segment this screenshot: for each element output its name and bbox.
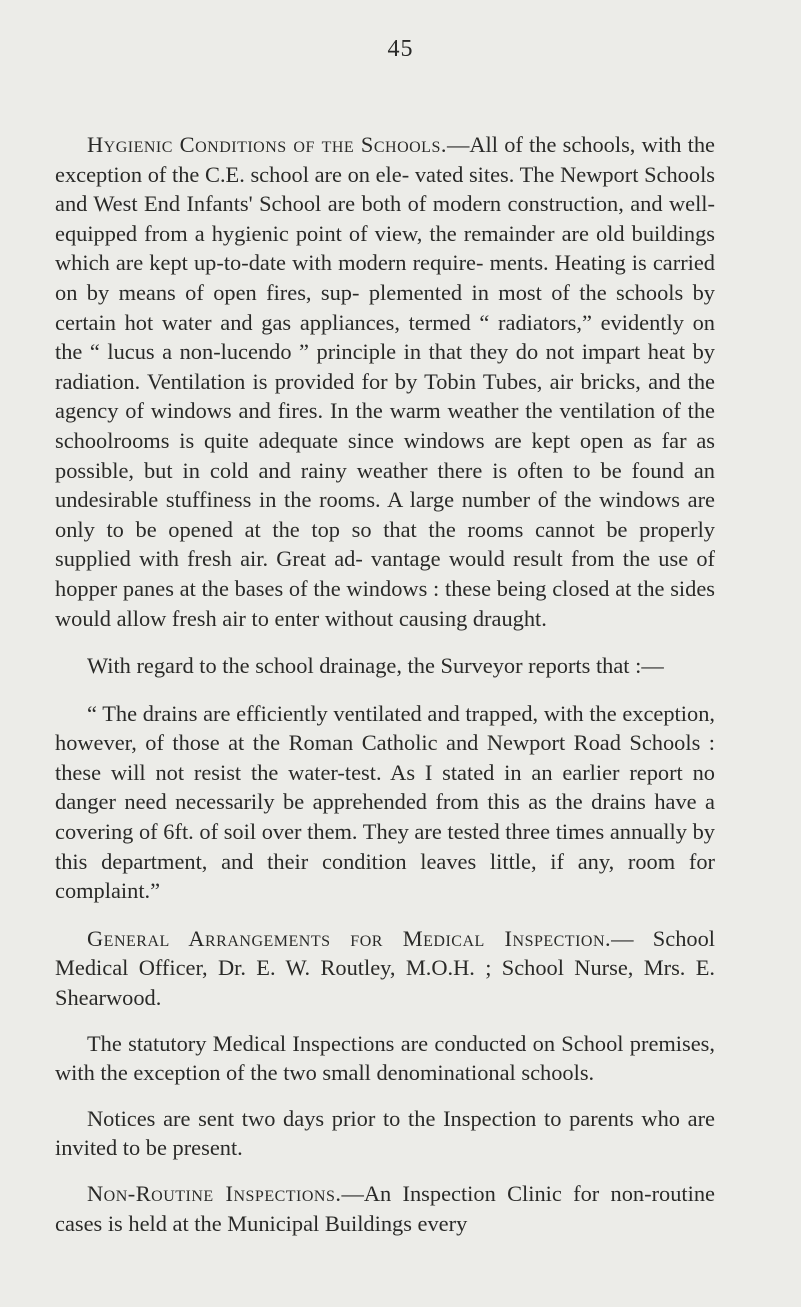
body-text bbox=[55, 130, 715, 1256]
paragraph-text: “ The drains are efficiently ventilated and trapped, with the exception, however, of those at the Roman Catholic and Newport Road Schools : these will not resist the water-test. As I stated in an earlier report no danger need necessarily be apprehended from this as the drains have a covering of 6ft. of soil over them. They are tested three times annually by this department, and their condition leaves little, if any, room for complaint.” bbox=[55, 700, 715, 904]
section-heading-hygienic-conditions: Hygienic Conditions of the Schools. bbox=[87, 132, 447, 157]
paragraph-general-arrangements bbox=[55, 924, 715, 1013]
paragraph-non-routine bbox=[55, 1179, 715, 1238]
paragraph-text: Notices are sent two days prior to the Inspection to parents who are invited to be present. bbox=[55, 1105, 715, 1161]
paragraph-text: The statutory Medical Inspections are conducted on School premises, with the exception of the two small denominational schools. bbox=[55, 1030, 715, 1086]
paragraph-text: With regard to the school drainage, the Surveyor reports that :— bbox=[87, 653, 664, 679]
paragraph-hygienic-conditions bbox=[55, 130, 715, 633]
paragraph-text: —An Inspection Clinic for non-routine cases is held at the Municipal Buildings every bbox=[55, 1181, 715, 1236]
paragraph-surveyor-quote bbox=[55, 699, 715, 906]
section-heading-general-arrangements: General Arrangements for Medical Inspection. bbox=[87, 925, 612, 951]
section-heading-non-routine: Non-Routine Inspections. bbox=[87, 1181, 342, 1206]
paragraph-drainage-intro bbox=[55, 651, 715, 681]
paragraph-statutory-inspections bbox=[55, 1029, 715, 1088]
paragraph-text: — School Medical Officer, Dr. E. W. Routley, M.O.H. ; School Nurse, Mrs. E. Shearwood. bbox=[55, 925, 716, 1011]
paragraph-text: —All of the schools, with the exception of the C.E. school are on ele- vated sites. The Newport Schools and West End Infants' School are both of modern construction, and well-equipped from a hygienic point of view, the remainder are old buildings which are kept up-to-date with modern require- ments. Heating is carried on by means of open fires, sup- plemented in most of the schools by certain hot water and gas appliances, termed “ radiators,” evidently on the “ lucus a non-lucendo ” principle in that they do not impart heat by radiation. Ventilation is provided for by Tobin Tubes, air bricks, and the agency of windows and fires. In the warm weather the ventilation of the schoolrooms is quite adequate since windows are kept open as far as possible, but in cold and rainy weather there is often to be found an undesirable stuffiness in the rooms. A large number of the windows are only to be opened at the top so that the rooms cannot be properly supplied with fresh air. Great ad- vantage would result from the use of hopper panes at the bases of the windows : these being closed at the sides would allow fresh air to enter without causing draught. bbox=[55, 132, 715, 631]
page-number: 45 bbox=[387, 36, 414, 62]
paragraph-notices bbox=[55, 1104, 715, 1163]
